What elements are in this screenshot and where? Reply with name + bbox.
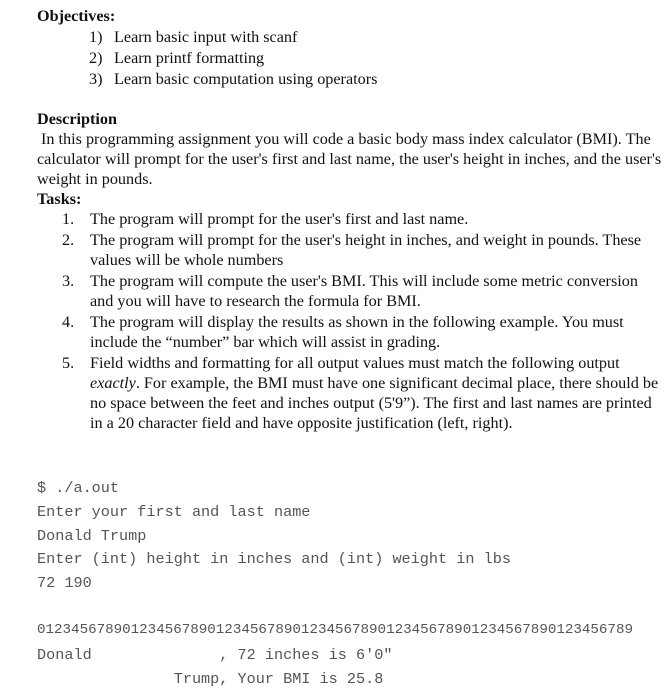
objective-item: 1) Learn basic input with scanf (89, 28, 298, 46)
task-item: 4. The program will display the results as shown in the following example. You must include the “number” bar which will assist in grading. (62, 313, 624, 351)
objective-item: 2) Learn printf formatting (89, 49, 265, 67)
terminal-input-height-weight: 72 190 (37, 574, 92, 592)
terminal-prompt-height-weight: Enter (int) height in inches and (int) weight in lbs (37, 550, 511, 568)
terminal-command: $ ./a.out (37, 479, 120, 497)
terminal-input-name: Donald Trump (37, 527, 147, 545)
terminal-number-bar: 0123456789012345678901234567890123456789012345678901234567890123456789 (37, 622, 633, 638)
task-item: 3. The program will compute the user's BMI. This will include some metric conversion and you will have to research the formula for BMI. (62, 272, 638, 310)
task-item: 1. The program will prompt for the user's first and last name. (62, 210, 469, 228)
task-item: 2. The program will prompt for the user's height in inches, and weight in pounds. These values will be whole numbers (62, 231, 642, 269)
description-heading: Description (37, 110, 118, 128)
task-item: 5. Field widths and formatting for all output values must match the following output exactly. For example, the BMI must have one significant decimal place, there should be no space between the feet and inches output (5'9”). The first and last names are printed in a 20 character field and have opposite justification (left, right). (62, 354, 659, 432)
tasks-heading: Tasks: (37, 190, 82, 208)
objective-item: 3) Learn basic computation using operators (89, 70, 378, 88)
terminal-prompt-name: Enter your first and last name (37, 503, 311, 521)
objectives-heading: Objectives: (37, 7, 116, 25)
terminal-output-line-1: Donald , 72 inches is 6'0" (37, 646, 393, 664)
assignment-document (37, 6, 665, 433)
terminal-output-line-2: Trump, Your BMI is 25.8 (37, 670, 384, 688)
description-paragraph: In this programming assignment you will code a basic body mass index calculator (BMI). The calculator will prompt for the user's first and last name, the user's height in inches, and the user's weight in pounds. (37, 130, 662, 188)
tasks-list (37, 209, 665, 433)
objectives-list (37, 27, 665, 90)
